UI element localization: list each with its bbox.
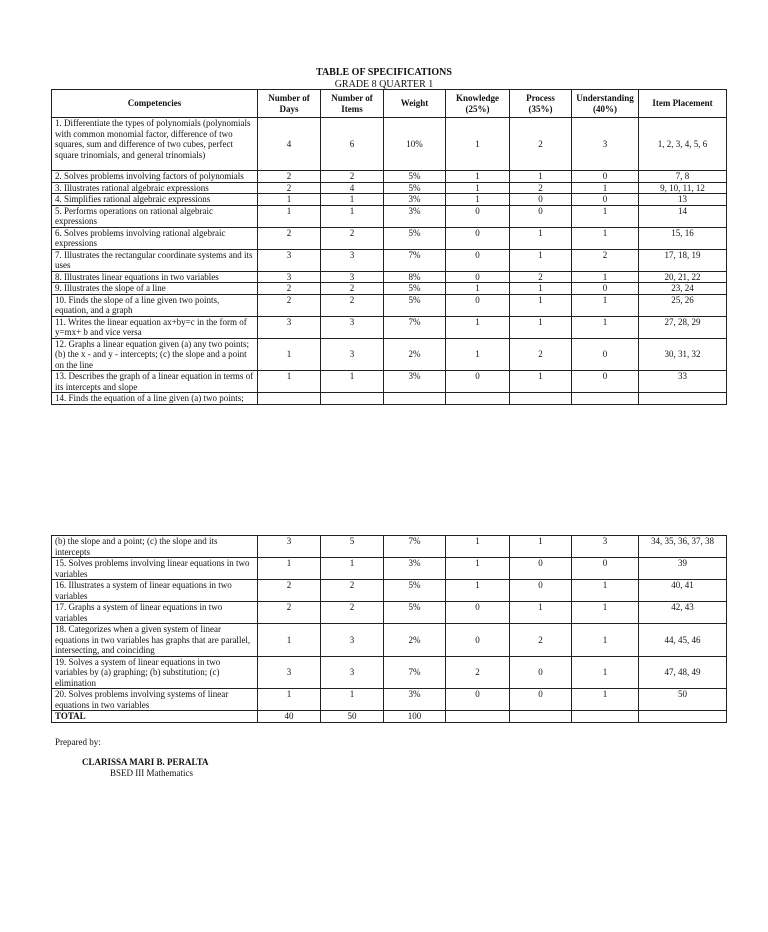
cell-total-weight: 100: [384, 711, 446, 723]
cell-knowledge: 0: [446, 205, 510, 227]
cell-knowledge: 0: [446, 227, 510, 249]
cell-items: 3: [321, 271, 384, 283]
cell-days: 1: [258, 194, 321, 206]
header-process: Process (35%): [510, 90, 572, 118]
preparer-course: BSED III Mathematics: [110, 768, 193, 778]
cell-process: 1: [510, 602, 572, 624]
cell-items: 3: [321, 624, 384, 657]
cell-items: 3: [321, 249, 384, 271]
cell-total-competency: TOTAL: [52, 711, 258, 723]
cell-total-process: [510, 711, 572, 723]
cell-placement: 34, 35, 36, 37, 38: [639, 536, 727, 558]
cell-understanding: 2: [572, 249, 639, 271]
cell-days: 2: [258, 580, 321, 602]
cell-days: 3: [258, 656, 321, 689]
cell-days: [258, 393, 321, 405]
cell-items: 1: [321, 689, 384, 711]
cell-placement: 1, 2, 3, 4, 5, 6: [639, 118, 727, 171]
table-row: [52, 558, 727, 580]
cell-knowledge: 0: [446, 602, 510, 624]
cell-understanding: 0: [572, 194, 639, 206]
cell-items: 3: [321, 656, 384, 689]
table-row: [52, 171, 727, 183]
table-row: [52, 249, 727, 271]
cell-knowledge: 1: [446, 536, 510, 558]
cell-days: 2: [258, 182, 321, 194]
cell-weight: 3%: [384, 689, 446, 711]
table-row: [52, 338, 727, 371]
cell-days: 3: [258, 316, 321, 338]
cell-days: 1: [258, 689, 321, 711]
cell-competency: (b) the slope and a point; (c) the slope and its intercepts: [52, 536, 258, 558]
cell-knowledge: 1: [446, 580, 510, 602]
table-row: [52, 205, 727, 227]
cell-items: 2: [321, 227, 384, 249]
cell-process: 0: [510, 194, 572, 206]
cell-process: 2: [510, 338, 572, 371]
cell-process: 0: [510, 558, 572, 580]
cell-days: 2: [258, 294, 321, 316]
table-row: [52, 271, 727, 283]
cell-competency: 1. Differentiate the types of polynomials (polynomials with common monomial factor, difference of two squares, sum and difference of two cubes, perfect square trinomials, and general trinomials): [52, 118, 258, 171]
cell-days: 3: [258, 271, 321, 283]
cell-weight: [384, 393, 446, 405]
cell-competency: 11. Writes the linear equation ax+by=c in the form of y=mx+ b and vice versa: [52, 316, 258, 338]
cell-weight: 2%: [384, 338, 446, 371]
cell-competency: 12. Graphs a linear equation given (a) any two points; (b) the x - and y - intercepts; (c) the slope and a point on the line: [52, 338, 258, 371]
cell-weight: 5%: [384, 602, 446, 624]
cell-weight: 10%: [384, 118, 446, 171]
cell-competency: 8. Illustrates linear equations in two variables: [52, 271, 258, 283]
specifications-table-page-1: [51, 89, 727, 405]
cell-process: 1: [510, 249, 572, 271]
cell-items: 3: [321, 316, 384, 338]
cell-weight: 5%: [384, 227, 446, 249]
cell-competency: 17. Graphs a system of linear equations in two variables: [52, 602, 258, 624]
cell-weight: 7%: [384, 536, 446, 558]
cell-placement: 30, 31, 32: [639, 338, 727, 371]
header-weight: Weight: [384, 90, 446, 118]
cell-process: 1: [510, 171, 572, 183]
table-row: [52, 393, 727, 405]
cell-days: 2: [258, 283, 321, 295]
header-items: Number of Items: [321, 90, 384, 118]
document-title: TABLE OF SPECIFICATIONS: [316, 67, 452, 78]
cell-process: 0: [510, 580, 572, 602]
cell-days: 2: [258, 602, 321, 624]
cell-competency: 5. Performs operations on rational algebraic expressions: [52, 205, 258, 227]
specifications-table-page-2: [51, 535, 727, 723]
table-row: [52, 316, 727, 338]
cell-understanding: 1: [572, 205, 639, 227]
cell-competency: 16. Illustrates a system of linear equations in two variables: [52, 580, 258, 602]
cell-placement: 25, 26: [639, 294, 727, 316]
table-row: [52, 294, 727, 316]
table-row: [52, 536, 727, 558]
cell-days: 2: [258, 227, 321, 249]
header-knowledge: Knowledge (25%): [446, 90, 510, 118]
cell-days: 1: [258, 338, 321, 371]
cell-days: 3: [258, 249, 321, 271]
cell-days: 1: [258, 624, 321, 657]
table-row: [52, 227, 727, 249]
cell-days: 1: [258, 205, 321, 227]
cell-process: 2: [510, 624, 572, 657]
cell-placement: 7, 8: [639, 171, 727, 183]
cell-process: [510, 393, 572, 405]
cell-process: 1: [510, 283, 572, 295]
cell-placement: 23, 24: [639, 283, 727, 295]
cell-placement: 20, 21, 22: [639, 271, 727, 283]
cell-understanding: 1: [572, 624, 639, 657]
cell-weight: 3%: [384, 558, 446, 580]
cell-understanding: 1: [572, 294, 639, 316]
cell-items: [321, 393, 384, 405]
cell-weight: 7%: [384, 249, 446, 271]
cell-competency: 6. Solves problems involving rational algebraic expressions: [52, 227, 258, 249]
cell-competency: 19. Solves a system of linear equations in two variables by (a) graphing; (b) substitution; (c) elimination: [52, 656, 258, 689]
cell-total-days: 40: [258, 711, 321, 723]
cell-weight: 5%: [384, 580, 446, 602]
cell-competency: 3. Illustrates rational algebraic expressions: [52, 182, 258, 194]
cell-understanding: 1: [572, 689, 639, 711]
cell-understanding: 1: [572, 656, 639, 689]
cell-competency: 14. Finds the equation of a line given (a) two points;: [52, 393, 258, 405]
cell-placement: 15, 16: [639, 227, 727, 249]
cell-understanding: [572, 393, 639, 405]
cell-knowledge: 1: [446, 316, 510, 338]
cell-knowledge: 1: [446, 182, 510, 194]
table-row: [52, 656, 727, 689]
cell-knowledge: 0: [446, 271, 510, 283]
table-row: [52, 602, 727, 624]
cell-process: 1: [510, 371, 572, 393]
cell-weight: 2%: [384, 624, 446, 657]
total-row: [52, 711, 727, 723]
cell-understanding: 1: [572, 602, 639, 624]
cell-placement: 33: [639, 371, 727, 393]
cell-process: 1: [510, 316, 572, 338]
cell-knowledge: 1: [446, 283, 510, 295]
cell-placement: 44, 45, 46: [639, 624, 727, 657]
cell-weight: 5%: [384, 182, 446, 194]
header-days: Number of Days: [258, 90, 321, 118]
cell-placement: 47, 48, 49: [639, 656, 727, 689]
document-subtitle: GRADE 8 QUARTER 1: [334, 79, 434, 90]
cell-placement: 39: [639, 558, 727, 580]
cell-competency: 20. Solves problems involving systems of linear equations in two variables: [52, 689, 258, 711]
cell-days: 1: [258, 371, 321, 393]
cell-placement: 27, 28, 29: [639, 316, 727, 338]
cell-items: 2: [321, 580, 384, 602]
prepared-by-label: Prepared by:: [55, 737, 101, 747]
cell-process: 0: [510, 205, 572, 227]
cell-process: 1: [510, 294, 572, 316]
cell-competency: 7. Illustrates the rectangular coordinate systems and its uses: [52, 249, 258, 271]
cell-total-understanding: [572, 711, 639, 723]
cell-process: 2: [510, 182, 572, 194]
cell-weight: 5%: [384, 294, 446, 316]
cell-knowledge: 0: [446, 249, 510, 271]
cell-items: 2: [321, 171, 384, 183]
cell-items: 1: [321, 205, 384, 227]
cell-total-knowledge: [446, 711, 510, 723]
cell-understanding: 0: [572, 558, 639, 580]
cell-placement: 40, 41: [639, 580, 727, 602]
cell-placement: 42, 43: [639, 602, 727, 624]
cell-knowledge: 0: [446, 371, 510, 393]
cell-items: 1: [321, 194, 384, 206]
preparer-name: CLARISSA MARI B. PERALTA: [82, 757, 209, 767]
cell-placement: 17, 18, 19: [639, 249, 727, 271]
cell-understanding: 0: [572, 283, 639, 295]
cell-knowledge: 2: [446, 656, 510, 689]
cell-competency: 15. Solves problems involving linear equations in two variables: [52, 558, 258, 580]
cell-understanding: 1: [572, 271, 639, 283]
table-row: [52, 580, 727, 602]
table-row: [52, 283, 727, 295]
cell-placement: 9, 10, 11, 12: [639, 182, 727, 194]
cell-process: 2: [510, 118, 572, 171]
cell-understanding: 0: [572, 171, 639, 183]
table-row: [52, 371, 727, 393]
table-row: [52, 689, 727, 711]
cell-knowledge: 1: [446, 338, 510, 371]
cell-knowledge: 1: [446, 171, 510, 183]
cell-placement: 13: [639, 194, 727, 206]
cell-knowledge: [446, 393, 510, 405]
cell-weight: 3%: [384, 371, 446, 393]
cell-days: 4: [258, 118, 321, 171]
cell-items: 3: [321, 338, 384, 371]
cell-knowledge: 1: [446, 118, 510, 171]
cell-weight: 5%: [384, 171, 446, 183]
cell-competency: 2. Solves problems involving factors of polynomials: [52, 171, 258, 183]
table-row: [52, 118, 727, 171]
cell-total-items: 50: [321, 711, 384, 723]
cell-days: 2: [258, 171, 321, 183]
cell-knowledge: 1: [446, 558, 510, 580]
table-row: [52, 182, 727, 194]
cell-understanding: 1: [572, 316, 639, 338]
cell-items: 2: [321, 602, 384, 624]
cell-knowledge: 1: [446, 194, 510, 206]
cell-weight: 7%: [384, 656, 446, 689]
cell-knowledge: 0: [446, 689, 510, 711]
header-placement: Item Placement: [639, 90, 727, 118]
cell-items: 6: [321, 118, 384, 171]
cell-understanding: 1: [572, 227, 639, 249]
cell-competency: 9. Illustrates the slope of a line: [52, 283, 258, 295]
cell-items: 1: [321, 558, 384, 580]
cell-process: 0: [510, 656, 572, 689]
cell-process: 1: [510, 536, 572, 558]
cell-items: 5: [321, 536, 384, 558]
cell-placement: [639, 393, 727, 405]
cell-days: 3: [258, 536, 321, 558]
cell-understanding: 0: [572, 371, 639, 393]
cell-placement: 14: [639, 205, 727, 227]
cell-weight: 8%: [384, 271, 446, 283]
cell-process: 1: [510, 227, 572, 249]
cell-items: 4: [321, 182, 384, 194]
cell-understanding: 3: [572, 118, 639, 171]
cell-competency: 4. Simplifies rational algebraic expressions: [52, 194, 258, 206]
cell-weight: 3%: [384, 194, 446, 206]
cell-placement: 50: [639, 689, 727, 711]
table-row: [52, 194, 727, 206]
cell-understanding: 0: [572, 338, 639, 371]
cell-items: 2: [321, 283, 384, 295]
header-understanding: Understanding (40%): [572, 90, 639, 118]
cell-competency: 18. Categorizes when a given system of linear equations in two variables has graphs that are parallel, intersecting, and coinciding: [52, 624, 258, 657]
cell-competency: 13. Describes the graph of a linear equation in terms of its intercepts and slope: [52, 371, 258, 393]
cell-understanding: 1: [572, 182, 639, 194]
cell-weight: 3%: [384, 205, 446, 227]
cell-days: 1: [258, 558, 321, 580]
cell-understanding: 3: [572, 536, 639, 558]
cell-items: 2: [321, 294, 384, 316]
cell-process: 0: [510, 689, 572, 711]
cell-weight: 7%: [384, 316, 446, 338]
cell-weight: 5%: [384, 283, 446, 295]
cell-knowledge: 0: [446, 624, 510, 657]
cell-knowledge: 0: [446, 294, 510, 316]
cell-process: 2: [510, 271, 572, 283]
cell-items: 1: [321, 371, 384, 393]
cell-competency: 10. Finds the slope of a line given two points, equation, and a graph: [52, 294, 258, 316]
table-row: [52, 624, 727, 657]
cell-understanding: 1: [572, 580, 639, 602]
cell-total-placement: [639, 711, 727, 723]
header-competencies: Competencies: [52, 90, 258, 118]
